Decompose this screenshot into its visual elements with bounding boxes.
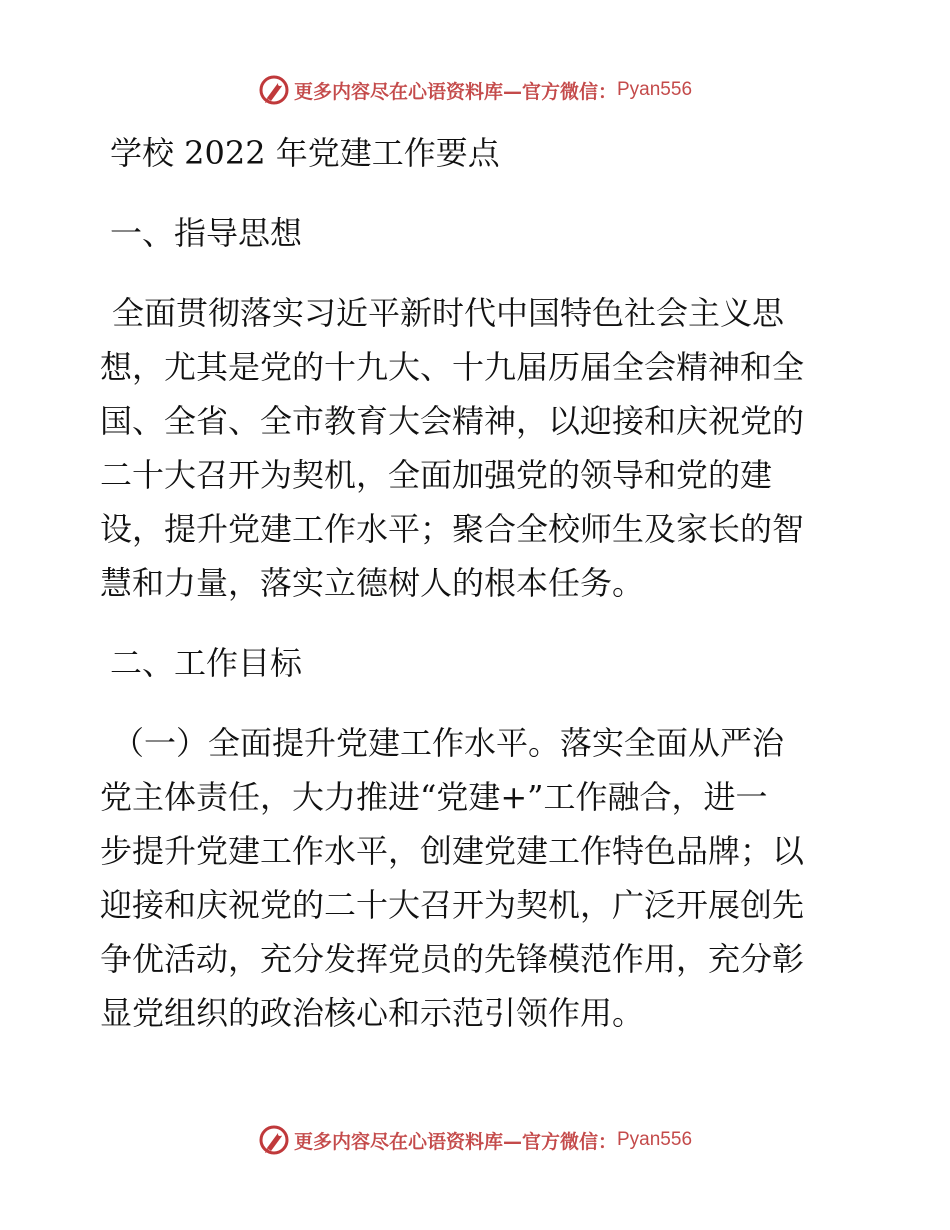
paragraph-line: （一）全面提升党建工作水平。落实全面从严治	[112, 724, 785, 762]
paragraph-line: 二十大召开为契机，全面加强党的领导和党的建	[100, 456, 773, 494]
paragraph-line: 争优活动，充分发挥党员的先锋模范作用，充分彰	[100, 940, 805, 978]
document-body	[100, 126, 852, 1040]
paragraph-line: 慧和力量，落实立德树人的根本任务。	[100, 564, 645, 602]
paragraph-line: 国、全省、全市教育大会精神，以迎接和庆祝党的	[100, 402, 805, 440]
header-banner	[0, 70, 950, 110]
pen-logo-icon	[258, 74, 290, 106]
banner-wechat-id: Pyan556	[617, 79, 693, 100]
pen-logo-icon	[258, 1124, 290, 1156]
document-title: 学校 2022 年党建工作要点	[110, 134, 500, 172]
section1-heading: 一、指导思想	[110, 214, 303, 252]
banner-text: 更多内容尽在心语资料库—官方微信：	[293, 1130, 617, 1153]
section2-paragraph	[100, 716, 852, 1040]
footer-banner	[0, 1120, 950, 1160]
section1-paragraph	[100, 286, 852, 610]
paragraph-line: 迎接和庆祝党的二十大召开为契机，广泛开展创先	[100, 886, 805, 924]
paragraph-line: 全面贯彻落实习近平新时代中国特色社会主义思	[112, 294, 785, 332]
paragraph-line: 显党组织的政治核心和示范引领作用。	[100, 994, 645, 1032]
banner-text: 更多内容尽在心语资料库—官方微信：	[293, 80, 617, 103]
paragraph-line: 党主体责任，大力推进“党建+”工作融合，进一	[100, 778, 768, 816]
section2-heading: 二、工作目标	[110, 644, 303, 682]
paragraph-line: 想，尤其是党的十九大、十九届历届全会精神和全	[100, 348, 805, 386]
paragraph-line: 设，提升党建工作水平；聚合全校师生及家长的智	[100, 510, 805, 548]
paragraph-line: 步提升党建工作水平，创建党建工作特色品牌；以	[100, 832, 805, 870]
banner-wechat-id: Pyan556	[617, 1129, 693, 1150]
